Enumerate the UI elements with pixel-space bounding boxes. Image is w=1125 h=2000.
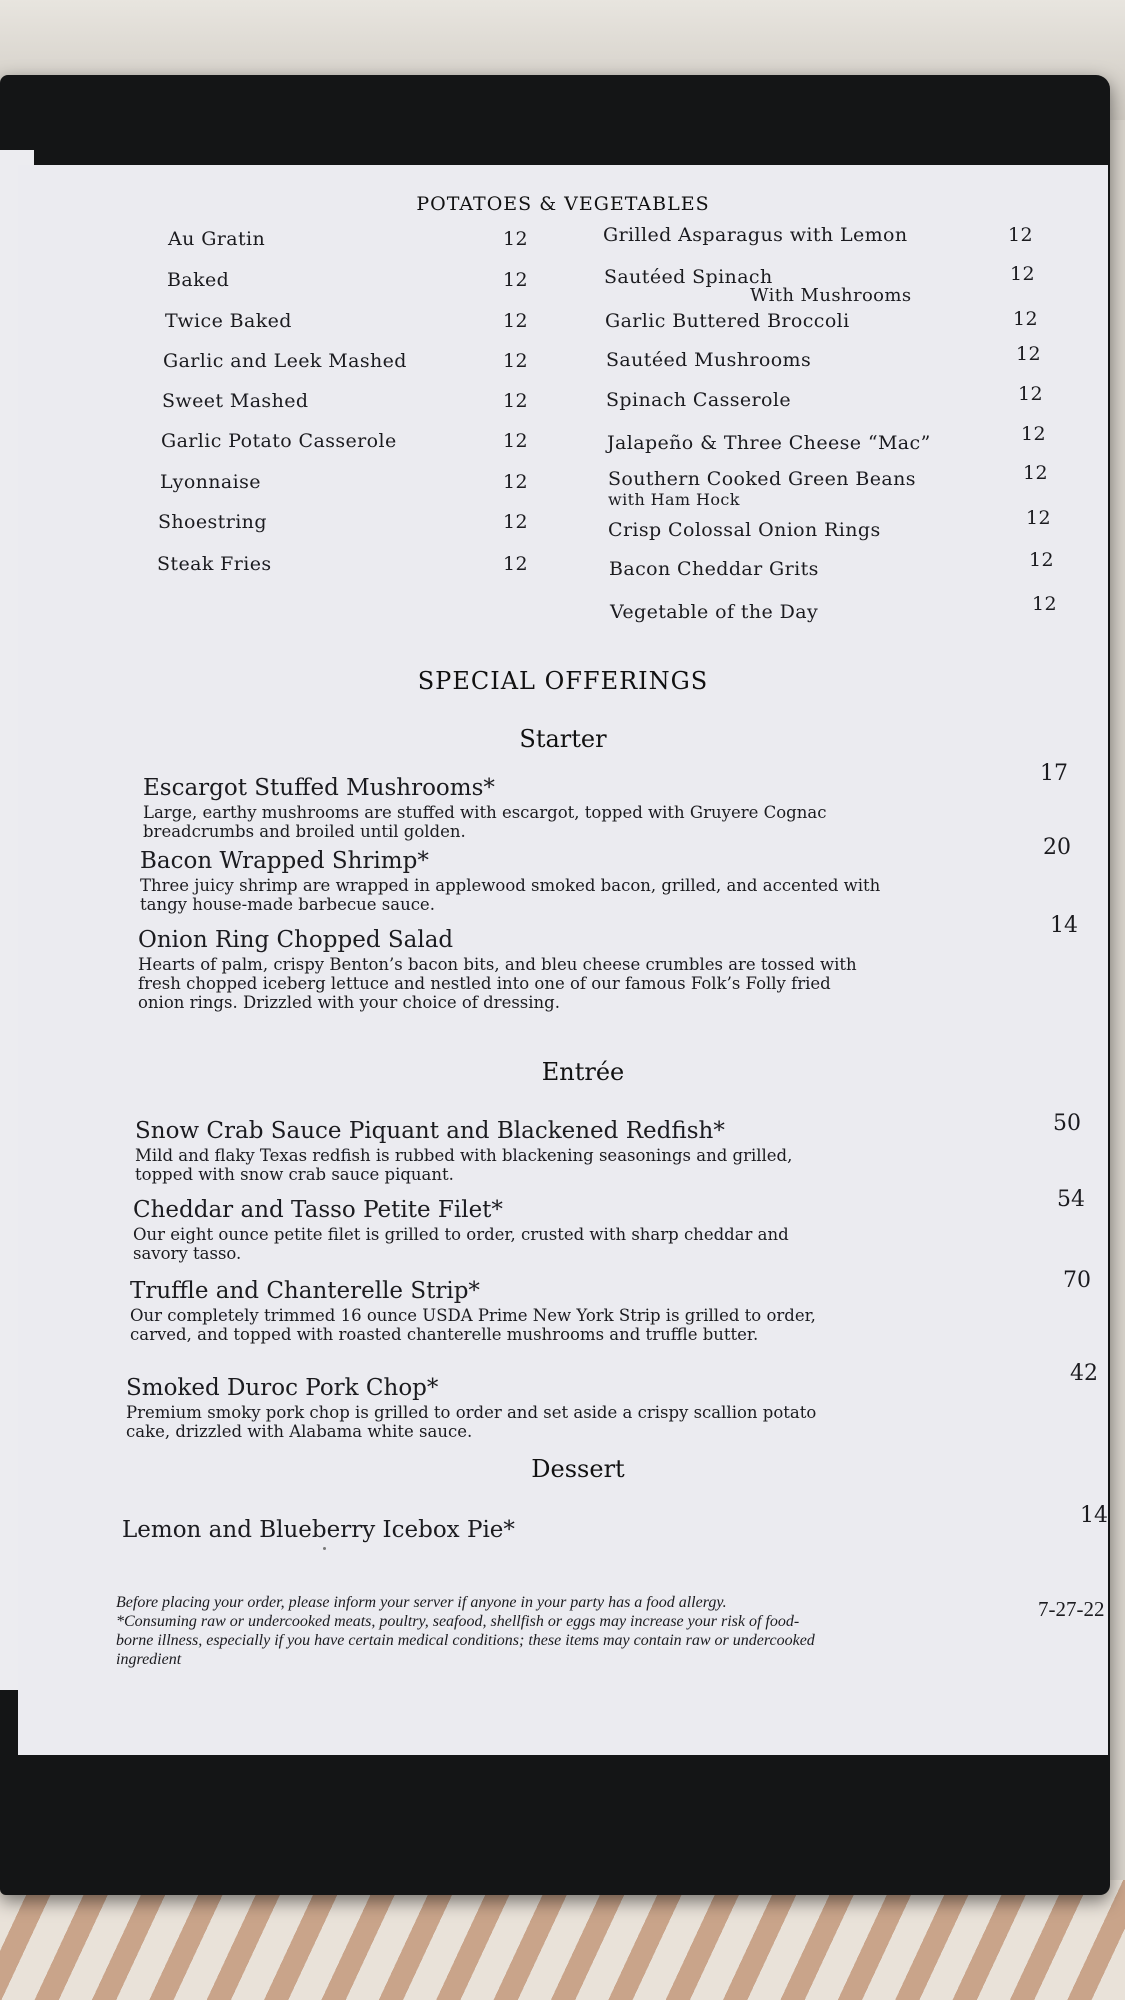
side-price: 12 xyxy=(1010,263,1035,285)
item-name: Snow Crab Sauce Piquant and Blackened Redfish* xyxy=(135,1118,725,1144)
menu-item xyxy=(130,1278,816,1344)
side-name: Sautéed Mushrooms xyxy=(606,349,812,371)
potatoes-vegetables-heading: POTATOES & VEGETABLES xyxy=(416,193,710,215)
menu-item xyxy=(122,1517,515,1543)
side-subtitle: with Ham Hock xyxy=(608,490,740,509)
side-name: Jalapeño & Three Cheese “Mac” xyxy=(607,432,931,454)
side-price: 12 xyxy=(503,269,528,291)
side-price: 12 xyxy=(1013,308,1038,330)
special-offerings-heading: SPECIAL OFFERINGS xyxy=(417,667,709,695)
side-name: Southern Cooked Green Beans xyxy=(608,468,916,490)
menu-date: 7-27-22 xyxy=(1038,1597,1105,1621)
side-price: 12 xyxy=(503,471,528,493)
side-name: Shoestring xyxy=(158,511,267,533)
item-price: 42 xyxy=(1070,1361,1098,1386)
allergy-notice: Before placing your order, please inform your server if anyone in your party has a food allergy. xyxy=(116,1594,727,1611)
side-price: 12 xyxy=(1029,549,1054,571)
menu-item xyxy=(143,775,826,841)
item-price: 17 xyxy=(1040,761,1068,786)
side-price: 12 xyxy=(503,350,528,372)
side-name: Spinach Casserole xyxy=(606,389,791,411)
dessert-heading: Dessert xyxy=(531,1455,625,1483)
side-price: 12 xyxy=(503,430,528,452)
item-price: 14 xyxy=(1080,1503,1108,1528)
allergy-disclaimer xyxy=(116,1593,836,1669)
side-price: 12 xyxy=(1026,507,1051,529)
item-description: Three juicy shrimp are wrapped in applewood smoked bacon, grilled, and accented with tangy house-made barbecue sauce. xyxy=(140,876,881,914)
side-price: 12 xyxy=(503,310,528,332)
side-name: Sweet Mashed xyxy=(162,390,309,412)
menu-item xyxy=(135,1118,792,1184)
consumption-warning: *Consuming raw or undercooked meats, poultry, seafood, shellfish or eggs may increase your risk of food-borne illness, especially if you have certain medical conditions; these items may contain raw or undercooked ingredient xyxy=(116,1613,815,1668)
item-name: Bacon Wrapped Shrimp* xyxy=(140,848,429,874)
starter-heading: Starter xyxy=(519,725,607,753)
side-price: 12 xyxy=(1008,224,1033,246)
menu-item xyxy=(133,1197,789,1263)
side-name: Lyonnaise xyxy=(160,471,261,493)
item-price: 50 xyxy=(1053,1111,1081,1136)
item-name: Cheddar and Tasso Petite Filet* xyxy=(133,1197,503,1223)
side-name: Garlic Potato Casserole xyxy=(161,430,397,452)
side-price: 12 xyxy=(503,228,528,250)
entree-heading: Entrée xyxy=(541,1058,625,1086)
item-description: Our eight ounce petite filet is grilled to order, crusted with sharp cheddar and savory tasso. xyxy=(133,1225,789,1263)
side-name: Au Gratin xyxy=(168,228,266,250)
side-price: 12 xyxy=(503,390,528,412)
item-price: 14 xyxy=(1050,913,1078,938)
striped-tablecloth xyxy=(0,1880,1125,2000)
item-name: Truffle and Chanterelle Strip* xyxy=(130,1278,480,1304)
side-price: 12 xyxy=(1023,462,1048,484)
item-name: Lemon and Blueberry Icebox Pie* xyxy=(122,1517,515,1543)
item-description: Large, earthy mushrooms are stuffed with escargot, topped with Gruyere Cognac breadcrumbs and broiled until golden. xyxy=(143,803,827,841)
item-price: 70 xyxy=(1063,1268,1091,1293)
side-name: Garlic Buttered Broccoli xyxy=(605,310,850,332)
side-price: 12 xyxy=(503,511,528,533)
item-price: 54 xyxy=(1057,1187,1085,1212)
item-price: 20 xyxy=(1043,835,1071,860)
item-name: Smoked Duroc Pork Chop* xyxy=(126,1375,439,1401)
side-price: 12 xyxy=(503,553,528,575)
item-name: Escargot Stuffed Mushrooms* xyxy=(143,775,495,801)
menu-page xyxy=(18,165,1108,1755)
item-description: Our completely trimmed 16 ounce USDA Prime New York Strip is grilled to order, carved, and topped with roasted chanterelle mushrooms and truffle butter. xyxy=(130,1306,816,1344)
side-name: Baked xyxy=(167,269,230,291)
side-name: Steak Fries xyxy=(157,553,272,575)
side-price: 12 xyxy=(1016,343,1041,365)
side-subtitle: With Mushrooms xyxy=(750,285,912,306)
menu-item xyxy=(138,927,857,1012)
side-name: Sautéed Spinach xyxy=(604,266,773,288)
item-description: Premium smoky pork chop is grilled to order and set aside a crispy scallion potato cake, drizzled with Alabama white sauce. xyxy=(126,1403,817,1441)
side-price: 12 xyxy=(1018,383,1043,405)
side-name: Grilled Asparagus with Lemon xyxy=(603,224,908,246)
side-name: Twice Baked xyxy=(165,310,292,332)
side-name: Vegetable of the Day xyxy=(610,601,819,623)
menu-item xyxy=(140,848,880,914)
item-description: Mild and flaky Texas redfish is rubbed with blackening seasonings and grilled, topped with snow crab sauce piquant. xyxy=(135,1146,793,1184)
side-name: Crisp Colossal Onion Rings xyxy=(608,519,881,541)
item-name: Onion Ring Chopped Salad xyxy=(138,927,454,953)
side-price: 12 xyxy=(1032,593,1057,615)
menu-item xyxy=(126,1375,816,1441)
print-speck xyxy=(323,1547,326,1550)
side-name: Garlic and Leek Mashed xyxy=(163,350,407,372)
side-name: Bacon Cheddar Grits xyxy=(609,558,819,580)
side-price: 12 xyxy=(1021,423,1046,445)
item-description: Hearts of palm, crispy Benton’s bacon bits, and bleu cheese crumbles are tossed with fresh chopped iceberg lettuce and nestled into one of our famous Folk’s Folly fried onion rings. Drizzled with your choice of dressing. xyxy=(138,955,857,1012)
